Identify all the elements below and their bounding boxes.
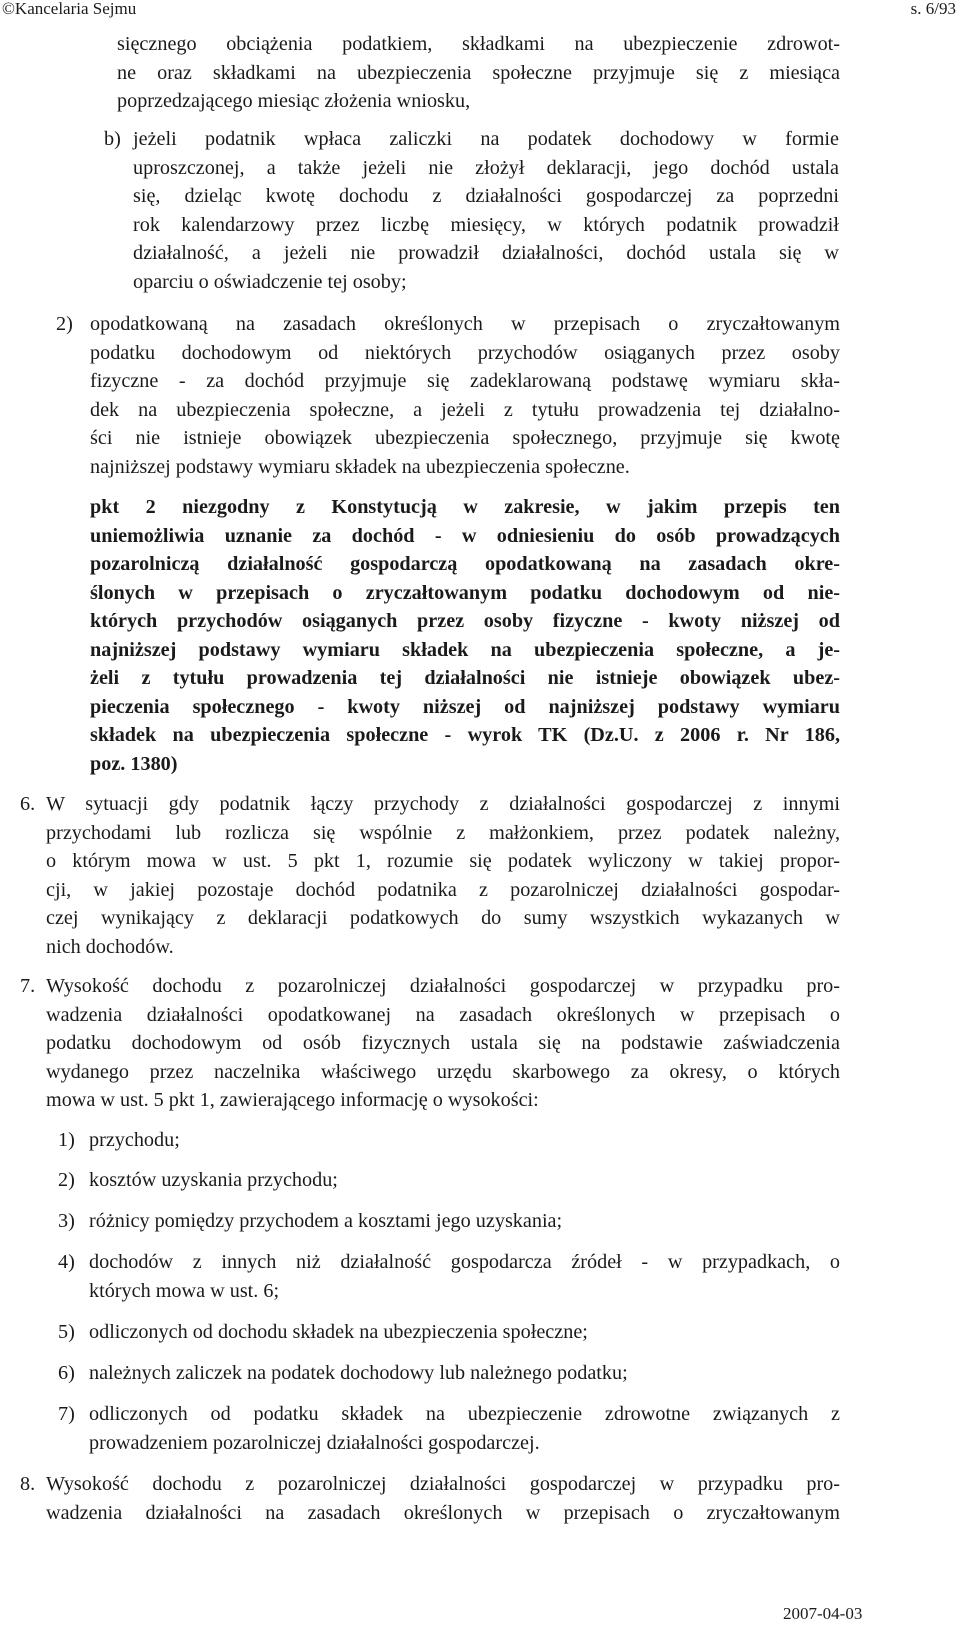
copyright-label: ©Kancelaria Sejmu: [2, 0, 137, 18]
list-item: [89, 1207, 840, 1236]
text-line: prowadzeniem pozarolniczej działalności gospodarczej.: [89, 1431, 540, 1454]
text-line: jeżeli podatnik wpłaca zaliczki na podatek dochodowy w formie: [133, 128, 839, 150]
text-line: wadzenia działalności na zasadach określonych w przepisach o zryczałtowanym: [46, 1501, 840, 1524]
text-line: ści nie istnieje obowiązek ubezpieczenia społecznego, przyjmuje się kwotę: [90, 427, 840, 449]
list-item: [89, 1166, 840, 1195]
text-line: żeli z tytułu prowadzenia tej działalności nie istnieje obowiązek ubez-: [90, 667, 840, 689]
item-2-paragraph: [90, 310, 840, 481]
list-item-marker: 6): [58, 1362, 75, 1384]
text-line: poprzedzającego miesiąc złożenia wniosku,: [117, 90, 471, 112]
text-line: odliczonych od podatku składek na ubezpieczenie zdrowotne związanych z: [89, 1403, 840, 1425]
text-line: ślonych w przepisach o zryczałtowanym podatku dochodowym od nie-: [90, 581, 840, 604]
text-line: fizyczne - za dochód przyjmuje się zadeklarowaną podstawę wymiaru skła-: [90, 370, 840, 392]
document-date: 2007-04-03: [783, 1604, 863, 1623]
text-line: najniższej podstawy wymiaru składek na ubezpieczenia społeczne.: [90, 455, 630, 478]
text-line: opodatkowaną na zasadach określonych w przepisach o zryczałtowanym: [90, 313, 840, 335]
tribunal-verdict-note: [90, 493, 840, 778]
text-line: dek na ubezpieczenia społeczne, a jeżeli z tytułu prowadzenia tej działalno-: [90, 398, 840, 421]
page-number: s. 6/93: [910, 0, 956, 18]
text-line: których przychodów osiąganych przez osoby fizyczne - kwoty niższej od: [90, 610, 840, 632]
text-line: uniemożliwia uznanie za dochód - w odniesieniu do osób prowadzących: [90, 524, 840, 547]
text-line: mowa w ust. 5 pkt 1, zawierającego informację o wysokości:: [46, 1089, 539, 1111]
text-line: działalność, a jeżeli nie prowadził działalności, dochód ustala się w: [133, 242, 839, 264]
text-line: o którym mowa w ust. 5 pkt 1, rozumie się podatek wyliczony w takiej propor-: [46, 850, 840, 872]
section-6-paragraph: [46, 790, 840, 961]
section-8-marker: 8.: [20, 1473, 36, 1495]
list-item: [89, 1318, 840, 1347]
intro-paragraph: [117, 30, 840, 116]
list-item-marker: 1): [58, 1129, 75, 1151]
list-item: [89, 1126, 840, 1155]
list-item-marker: 4): [58, 1251, 75, 1273]
text-line: Wysokość dochodu z pozarolniczej działalności gospodarczej w przypadku pro-: [46, 1473, 840, 1495]
text-line: W sytuacji gdy podatnik łączy przychody z działalności gospodarczej z innymi: [46, 793, 840, 815]
text-line: poz. 1380): [90, 752, 178, 775]
text-line: rok kalendarzowy przez liczbę miesięcy, w których podatnik prowadził: [133, 213, 839, 236]
text-line: składek na ubezpieczenia społeczne - wyrok TK (Dz.U. z 2006 r. Nr 186,: [90, 724, 840, 746]
text-line: pkt 2 niezgodny z Konstytucją w zakresie, w jakim przepis ten: [90, 496, 840, 518]
section-7-paragraph: [46, 972, 840, 1115]
text-line: odliczonych od dochodu składek na ubezpieczenia społeczne;: [89, 1321, 588, 1343]
section-8-paragraph: [46, 1470, 840, 1527]
text-line: się, dzieląc kwotę dochodu z działalności gospodarczej za poprzedni: [133, 185, 839, 207]
text-line: dochodów z innych niż działalność gospodarcza źródeł - w przypadkach, o: [89, 1251, 840, 1273]
list-item-marker: 5): [58, 1321, 75, 1343]
text-line: należnych zaliczek na podatek dochodowy lub należnego podatku;: [89, 1362, 628, 1384]
text-line: Wysokość dochodu z pozarolniczej działalności gospodarczej w przypadku pro-: [46, 975, 840, 997]
text-line: różnicy pomiędzy przychodem a kosztami jego uzyskania;: [89, 1210, 563, 1232]
text-line: uproszczonej, a także jeżeli nie złożył deklaracji, jego dochód ustala: [133, 156, 839, 179]
item-b-marker: b): [104, 128, 121, 150]
list-item-marker: 7): [58, 1403, 75, 1425]
text-line: sięcznego obciążenia podatkiem, składkami na ubezpieczenie zdrowot-: [117, 33, 840, 55]
text-line: oparciu o oświadczenie tej osoby;: [133, 270, 407, 293]
text-line: podatku dochodowym od niektórych przychodów osiąganych przez osoby: [90, 341, 840, 364]
text-line: przychodu;: [89, 1129, 180, 1151]
text-line: ne oraz składkami na ubezpieczenia społeczne przyjmuje się z miesiąca: [117, 61, 840, 84]
text-line: nich dochodów.: [46, 935, 174, 958]
list-item-marker: 2): [58, 1169, 75, 1191]
text-line: których mowa w ust. 6;: [89, 1279, 280, 1302]
section-7-marker: 7.: [20, 975, 36, 997]
text-line: podatku dochodowym od osób fizycznych ustala się na podstawie zaświadczenia: [46, 1032, 840, 1054]
section-6-marker: 6.: [20, 793, 36, 815]
text-line: przychodami lub rozlicza się wspólnie z małżonkiem, przez podatek należny,: [46, 821, 840, 844]
text-line: cji, w jakiej pozostaje dochód podatnika z pozarolniczej działalności gospodar-: [46, 878, 840, 901]
text-line: czej wynikający z deklaracji podatkowych do sumy wszystkich wykazanych w: [46, 907, 840, 929]
list-item: [89, 1248, 840, 1305]
item-b-paragraph: [133, 125, 839, 296]
text-line: pieczenia społecznego - kwoty niższej od najniższej podstawy wymiaru: [90, 695, 840, 718]
text-line: pozarolniczą działalność gospodarczą opodatkowaną na zasadach okre-: [90, 553, 840, 575]
text-line: najniższej podstawy wymiaru składek na ubezpieczenia społeczne, a je-: [90, 638, 840, 661]
text-line: wadzenia działalności opodatkowanej na zasadach określonych w przepisach o: [46, 1003, 840, 1026]
text-line: kosztów uzyskania przychodu;: [89, 1169, 338, 1191]
item-2-marker: 2): [56, 313, 73, 335]
text-line: wydanego przez naczelnika właściwego urzędu skarbowego za okresy, o których: [46, 1060, 840, 1083]
list-item: [89, 1400, 840, 1457]
list-item: [89, 1359, 840, 1388]
list-item-marker: 3): [58, 1210, 75, 1232]
